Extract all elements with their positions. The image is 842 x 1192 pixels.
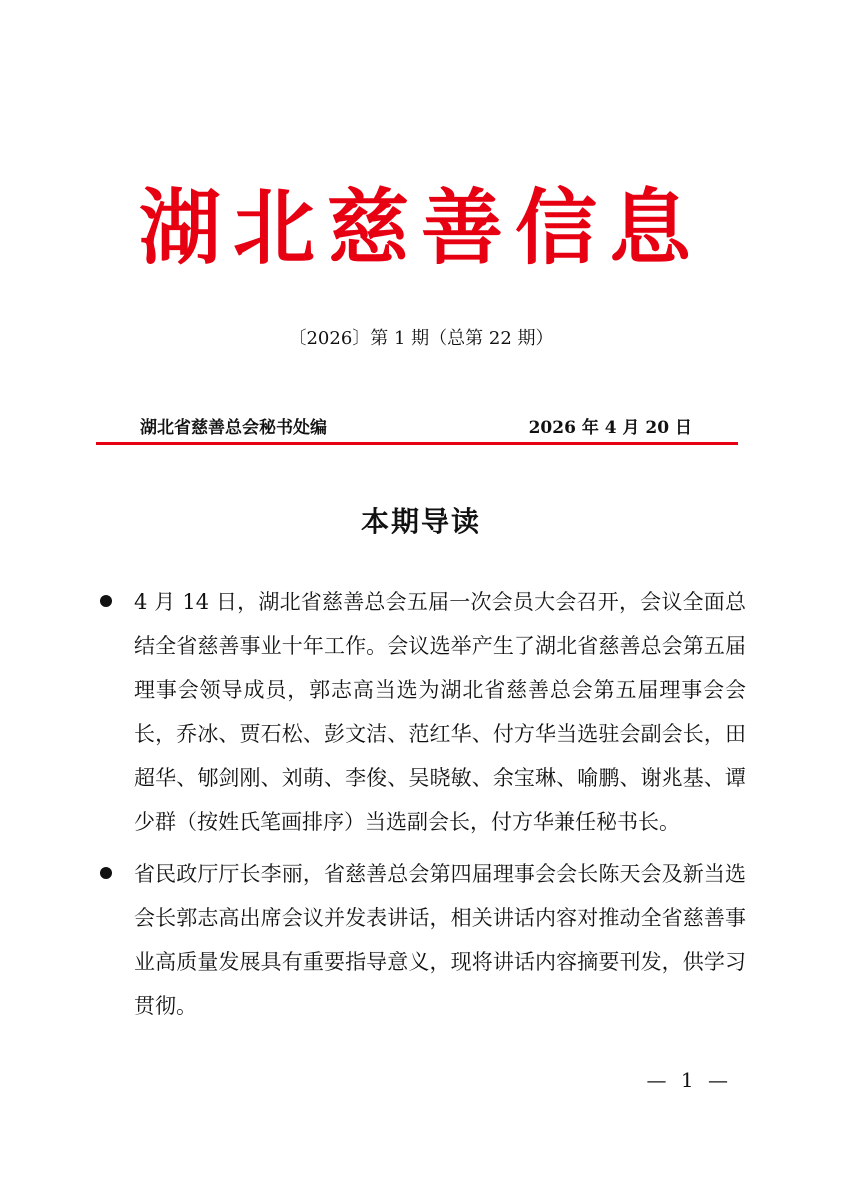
summary-text: 省民政厅厅长李丽，省慈善总会第四届理事会会长陈天会及新当选会长郭志高出席会议并发表讲话，相关讲话内容对推动全省慈善事业高质量发展具有重要指导意义，现将讲话内容摘要刊发，供学习贯彻。 [134, 862, 746, 1018]
summary-item [96, 852, 746, 1028]
issue-number: 〔2026〕第 1 期（总第 22 期） [288, 328, 554, 349]
masthead-title: 湖北慈善信息 [138, 180, 703, 276]
section-title: 本期导读 [360, 505, 481, 538]
bullet-icon [100, 867, 112, 879]
summary-list [96, 580, 746, 1036]
publish-date: 2026 年 4 月 20 日 [528, 418, 692, 438]
red-divider [96, 442, 738, 445]
summary-item [96, 580, 746, 844]
summary-text: 4 月 14 日，湖北省慈善总会五届一次会员大会召开，会议全面总结全省慈善事业十年工作。会议选举产生了湖北省慈善总会第五届理事会领导成员，郭志高当选为湖北省慈善总会第五届理事会会长，乔冰、贾石松、彭文洁、范红华、付方华当选驻会副会长，田超华、郇剑刚、刘萌、李俊、吴晓敏、余宝琳、喻鹏、谢兆基、谭少群（按姓氏笔画排序）当选副会长，付方华兼任秘书长。 [134, 590, 746, 834]
bullet-icon [100, 595, 112, 607]
editor-line: 湖北省慈善总会秘书处编 [140, 418, 327, 438]
page-number: — 1 — [646, 1068, 732, 1092]
